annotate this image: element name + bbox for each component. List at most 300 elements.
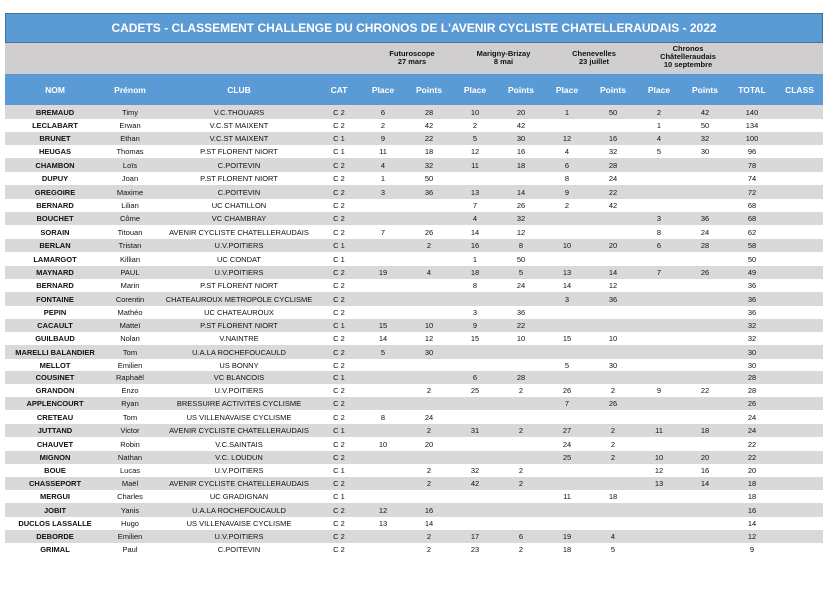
cell-nom: DUCLOS LASSALLE <box>18 519 92 528</box>
cell-total: 32 <box>747 321 757 330</box>
cell-place-2: 31 <box>470 426 480 435</box>
cell-cat: C 2 <box>333 294 345 304</box>
cell-nom: MAYNARD <box>36 268 74 277</box>
cell-place-1: 7 <box>380 227 386 237</box>
table-row <box>5 279 823 292</box>
cell-place-4 <box>636 279 682 292</box>
cell-total: 50 <box>747 254 757 264</box>
cell-points-4 <box>682 345 728 359</box>
cell-points-3: 30 <box>608 360 618 370</box>
cell-points-1 <box>406 279 452 292</box>
cell-place-4 <box>636 319 682 332</box>
table-row <box>5 397 823 410</box>
cell-points-2 <box>498 345 544 359</box>
cell-points-4: 16 <box>700 466 710 475</box>
cell-place-2 <box>452 172 498 185</box>
cell-points-2: 12 <box>516 227 526 237</box>
cell-place-1: 12 <box>378 505 388 515</box>
cell-points-1 <box>406 252 452 266</box>
cell-points-1: 26 <box>424 227 434 237</box>
cell-club: V.NAINTRE <box>219 334 259 343</box>
event-3 <box>550 50 638 66</box>
cell-points-3: 2 <box>610 386 616 395</box>
cell-class <box>776 477 823 490</box>
cell-points-4 <box>682 530 728 543</box>
cell-cat: C 2 <box>333 347 345 357</box>
cell-cat: C 2 <box>333 160 345 170</box>
cell-nom: BERLAN <box>39 241 71 250</box>
cell-points-2: 22 <box>516 321 526 330</box>
cell-club: VC BLANCOIS <box>213 373 265 382</box>
cell-cat: C 1 <box>333 373 345 382</box>
cell-points-1: 2 <box>426 426 432 435</box>
cell-points-2: 10 <box>516 334 526 343</box>
cell-class <box>776 397 823 410</box>
cell-points-2 <box>498 359 544 371</box>
cell-club: U.V.POITIERS <box>214 386 264 395</box>
cell-place-3: 11 <box>563 492 571 501</box>
cell-total: 49 <box>747 268 757 277</box>
cell-class <box>776 345 823 359</box>
event-2 <box>457 50 550 66</box>
cell-place-4 <box>636 517 682 530</box>
cell-class <box>776 451 823 464</box>
cell-points-2: 2 <box>518 545 524 554</box>
table-row <box>5 464 823 477</box>
cell-prenom: Marin <box>120 281 140 290</box>
cell-class <box>776 132 823 145</box>
cell-club: P.ST FLORENT NIORT <box>200 281 278 290</box>
cell-points-1: 50 <box>424 174 434 183</box>
cell-points-1: 10 <box>424 321 434 330</box>
cell-total: 28 <box>747 386 757 395</box>
cell-club: AVENIR CYCLISTE CHATELLERAUDAIS <box>169 227 309 237</box>
cell-class <box>776 185 823 199</box>
cell-club: VC CHAMBRAY <box>211 214 267 223</box>
cell-place-2: 18 <box>470 268 480 277</box>
table-row <box>5 410 823 424</box>
cell-club: AVENIR CYCLISTE CHATELLERAUDAIS <box>169 426 309 435</box>
cell-place-3: 6 <box>564 160 570 170</box>
cell-points-1 <box>406 451 452 464</box>
cell-nom: BOUE <box>44 466 66 475</box>
cell-class <box>776 371 823 384</box>
table-row <box>5 359 823 371</box>
cell-points-4 <box>682 185 728 199</box>
cell-place-4: 4 <box>656 134 662 143</box>
cell-cat: C 1 <box>333 134 345 143</box>
table-row <box>5 199 823 212</box>
cell-points-1: 20 <box>424 439 434 449</box>
table-row <box>5 517 823 530</box>
cell-total: 74 <box>747 174 757 183</box>
cell-place-1: 19 <box>378 268 388 277</box>
cell-total: 28 <box>747 373 757 382</box>
cell-place-3: 8 <box>564 174 570 183</box>
cell-place-2: 9 <box>472 321 478 330</box>
cell-place-1: 15 <box>378 321 388 330</box>
cell-club: P.ST FLORENT NIORT <box>200 147 278 156</box>
cell-points-3 <box>590 464 636 477</box>
cell-nom: GUILBAUD <box>35 334 75 343</box>
cell-place-4 <box>636 292 682 306</box>
cell-nom: FONTAINE <box>36 294 74 304</box>
cell-place-1 <box>360 252 406 266</box>
cell-points-2: 2 <box>518 426 524 435</box>
cell-points-4 <box>682 503 728 517</box>
event-1 <box>367 50 457 66</box>
col-points-4: Points <box>692 84 718 95</box>
cell-place-3: 14 <box>562 281 572 290</box>
cell-place-1 <box>360 292 406 306</box>
cell-prenom: Hugo <box>121 519 139 528</box>
cell-prenom: Corentin <box>115 294 145 304</box>
cell-points-1: 2 <box>426 545 432 554</box>
table-row <box>5 543 823 556</box>
cell-nom: GREGOIRE <box>34 187 76 197</box>
table-row <box>5 490 823 503</box>
cell-points-2: 2 <box>518 479 524 488</box>
cell-place-2: 10 <box>470 107 480 117</box>
cell-points-2: 26 <box>516 201 526 210</box>
cell-points-3: 16 <box>608 134 618 143</box>
cell-nom: LAMARGOT <box>33 254 77 264</box>
cell-prenom: PAUL <box>120 268 140 277</box>
cell-points-1: 28 <box>424 107 434 117</box>
cell-cat: C 1 <box>333 466 345 475</box>
cell-points-4 <box>682 306 728 319</box>
cell-points-1 <box>406 490 452 503</box>
cell-prenom: Nathan <box>117 453 143 462</box>
cell-place-1: 6 <box>380 107 386 117</box>
cell-nom: CRETEAU <box>36 412 74 422</box>
cell-place-1 <box>360 306 406 319</box>
cell-points-2 <box>498 490 544 503</box>
cell-place-4 <box>636 530 682 543</box>
cell-place-1 <box>360 543 406 556</box>
cell-points-1: 14 <box>424 519 434 528</box>
cell-cat: C 2 <box>333 399 345 408</box>
cell-place-2: 12 <box>470 147 480 156</box>
cell-place-1 <box>360 530 406 543</box>
cell-class <box>776 199 823 212</box>
cell-prenom: Lucas <box>119 466 140 475</box>
table-row <box>5 332 823 345</box>
cell-points-4 <box>682 410 728 424</box>
cell-points-2 <box>498 410 544 424</box>
cell-points-3: 2 <box>610 439 616 449</box>
cell-total: 30 <box>747 360 757 370</box>
cell-place-4 <box>636 252 682 266</box>
cell-place-2: 1 <box>472 254 478 264</box>
cell-total: 36 <box>747 294 757 304</box>
table-row <box>5 225 823 239</box>
cell-points-4: 20 <box>700 453 710 462</box>
cell-place-2 <box>452 437 498 451</box>
cell-total: 24 <box>747 426 757 435</box>
cell-club: U.V.POITIERS <box>214 268 264 277</box>
table-row <box>5 212 823 225</box>
cell-points-1: 4 <box>426 268 432 277</box>
cell-club: AVENIR CYCLISTE CHATELLERAUDAIS <box>169 479 309 488</box>
cell-nom: MELLOT <box>39 360 71 370</box>
cell-place-4 <box>636 410 682 424</box>
cell-nom: MARELLI BALANDIER <box>15 347 95 357</box>
cell-points-1: 18 <box>424 147 434 156</box>
cell-points-3 <box>590 477 636 490</box>
cell-points-2 <box>498 292 544 306</box>
events-header <box>5 43 823 74</box>
cell-prenom: Maël <box>121 479 139 488</box>
cell-place-1 <box>360 384 406 397</box>
cell-points-2: 2 <box>518 466 524 475</box>
cell-nom: LECLABART <box>32 121 78 130</box>
cell-place-2 <box>452 451 498 464</box>
table-row <box>5 424 823 437</box>
cell-place-3 <box>544 464 590 477</box>
cell-points-2: 14 <box>516 187 526 197</box>
cell-place-4: 8 <box>656 227 662 237</box>
cell-total: 26 <box>747 399 757 408</box>
cell-place-4 <box>636 185 682 199</box>
cell-place-3: 10 <box>562 241 572 250</box>
cell-points-1: 30 <box>424 347 434 357</box>
cell-place-3: 2 <box>564 201 570 210</box>
cell-total: 100 <box>745 134 759 143</box>
cell-place-2: 6 <box>472 373 478 382</box>
table-row <box>5 292 823 306</box>
table-row <box>5 119 823 132</box>
table-row <box>5 451 823 464</box>
col-place-2: Place <box>463 84 487 95</box>
cell-total: 16 <box>747 505 757 515</box>
cell-place-4 <box>636 490 682 503</box>
cell-points-1 <box>406 371 452 384</box>
cell-points-4 <box>682 490 728 503</box>
cell-points-3: 12 <box>608 281 618 290</box>
cell-place-2: 11 <box>471 160 479 170</box>
cell-club: UC CHATILLON <box>211 201 267 210</box>
cell-place-1: 2 <box>380 121 386 130</box>
cell-club: U.V.POITIERS <box>214 241 264 250</box>
cell-place-2: 4 <box>472 214 478 223</box>
cell-prenom: Ryan <box>121 399 139 408</box>
cell-place-3: 18 <box>562 545 572 554</box>
cell-club: V.C.THOUARS <box>213 107 265 117</box>
cell-points-2 <box>498 437 544 451</box>
cell-cat: C 2 <box>333 360 345 370</box>
cell-place-1: 8 <box>380 412 386 422</box>
cell-cat: C 1 <box>333 426 345 435</box>
cell-place-3: 3 <box>564 294 570 304</box>
cell-points-2: 16 <box>516 147 526 156</box>
cell-class <box>776 503 823 517</box>
cell-prenom: Mathéo <box>117 308 143 317</box>
cell-place-4: 7 <box>656 268 662 277</box>
cell-points-4 <box>682 332 728 345</box>
cell-prenom: Raphaël <box>116 373 144 382</box>
cell-prenom: Tom <box>122 412 138 422</box>
cell-club: V.C.ST MAIXENT <box>209 134 269 143</box>
table-row <box>5 266 823 279</box>
cell-place-4 <box>636 345 682 359</box>
cell-place-3 <box>544 212 590 225</box>
event-name: Futuroscope <box>389 49 435 58</box>
table-row <box>5 158 823 172</box>
cell-nom: HEUGAS <box>38 147 72 156</box>
cell-nom: GRIMAL <box>40 545 70 554</box>
cell-class <box>776 292 823 306</box>
cell-place-4: 13 <box>654 479 664 488</box>
cell-total: 30 <box>747 347 757 357</box>
cell-place-1: 11 <box>379 147 387 156</box>
cell-place-3 <box>544 517 590 530</box>
cell-prenom: Victor <box>120 426 140 435</box>
event-date: 8 mai <box>493 57 514 66</box>
cell-points-4: 22 <box>700 386 710 395</box>
cell-total: 134 <box>745 121 759 130</box>
cell-cat: C 1 <box>333 147 345 156</box>
cell-points-3 <box>590 225 636 239</box>
cell-points-4: 26 <box>700 268 710 277</box>
cell-place-1: 5 <box>380 347 386 357</box>
cell-points-4 <box>682 359 728 371</box>
cell-total: 140 <box>745 107 759 117</box>
cell-place-3 <box>544 477 590 490</box>
cell-place-3 <box>544 306 590 319</box>
cell-points-4: 28 <box>700 241 710 250</box>
cell-place-1 <box>360 477 406 490</box>
cell-class <box>776 410 823 424</box>
cell-prenom: Yanis <box>120 505 140 515</box>
cell-points-3: 4 <box>610 532 616 541</box>
col-prenom: Prénom <box>114 84 146 95</box>
cell-place-3 <box>544 225 590 239</box>
cell-total: 72 <box>747 187 757 197</box>
table-row <box>5 345 823 359</box>
cell-class <box>776 266 823 279</box>
cell-place-3 <box>544 252 590 266</box>
event-4 <box>638 45 738 69</box>
cell-club: C.POITEVIN <box>217 545 261 554</box>
cell-points-3: 14 <box>608 268 618 277</box>
cell-place-3: 9 <box>564 187 570 197</box>
cell-cat: C 2 <box>333 386 345 395</box>
cell-nom: CACAULT <box>37 321 73 330</box>
cell-place-4 <box>636 437 682 451</box>
cell-cat: C 2 <box>333 532 345 541</box>
cell-place-4: 1 <box>656 121 662 130</box>
cell-points-4 <box>682 199 728 212</box>
cell-place-1: 13 <box>378 519 388 528</box>
cell-points-4: 32 <box>700 134 710 143</box>
cell-points-3: 22 <box>608 187 618 197</box>
cell-nom: PEPIN <box>43 308 67 317</box>
cell-points-1: 2 <box>426 241 432 250</box>
cell-place-3: 4 <box>564 147 570 156</box>
page-title: CADETS - CLASSEMENT CHALLENGE DU CHRONOS DE L'AVENIR CYCLISTE CHATELLERAUDAIS - 2022 <box>5 13 823 43</box>
cell-total: 18 <box>747 479 757 488</box>
cell-class <box>776 105 823 119</box>
cell-class <box>776 319 823 332</box>
table-row <box>5 105 823 119</box>
cell-points-3 <box>590 503 636 517</box>
cell-points-4 <box>682 371 728 384</box>
cell-cat: C 2 <box>333 268 345 277</box>
cell-place-4: 3 <box>656 214 662 223</box>
cell-place-1: 14 <box>378 334 388 343</box>
cell-club: BRESSUIRE ACTIVITES CYCLISME <box>176 399 302 408</box>
cell-points-3: 42 <box>608 201 618 210</box>
cell-place-3: 5 <box>564 360 570 370</box>
cell-place-2: 2 <box>472 121 478 130</box>
event-date: 27 mars <box>397 57 427 66</box>
cell-points-2 <box>498 172 544 185</box>
cell-class <box>776 464 823 477</box>
cell-place-2: 5 <box>472 134 478 143</box>
cell-cat: C 2 <box>333 214 345 223</box>
cell-class <box>776 490 823 503</box>
cell-nom: MIGNON <box>39 453 71 462</box>
cell-cat: C 2 <box>333 545 345 554</box>
col-total: TOTAL <box>738 84 766 95</box>
cell-class <box>776 158 823 172</box>
table-row <box>5 319 823 332</box>
cell-cat: C 2 <box>333 201 345 210</box>
cell-points-1 <box>406 306 452 319</box>
cell-total: 58 <box>747 241 757 250</box>
cell-place-4 <box>636 371 682 384</box>
cell-nom: DUPUY <box>41 174 69 183</box>
cell-points-4 <box>682 397 728 410</box>
col-nom: NOM <box>45 84 65 95</box>
cell-class <box>776 424 823 437</box>
table-row <box>5 530 823 543</box>
cell-points-4: 50 <box>700 121 710 130</box>
cell-place-2: 13 <box>470 187 480 197</box>
cell-place-2: 3 <box>472 308 478 317</box>
cell-points-3: 20 <box>608 241 618 250</box>
cell-points-1: 16 <box>424 505 434 515</box>
table-row <box>5 503 823 517</box>
cell-prenom: Tom <box>122 347 138 357</box>
cell-total: 9 <box>749 545 755 554</box>
cell-points-1: 42 <box>424 121 434 130</box>
cell-class <box>776 437 823 451</box>
cell-points-4: 24 <box>700 227 710 237</box>
cell-place-4 <box>636 199 682 212</box>
event-name: Chronos Châtelleraudais <box>660 44 716 61</box>
cell-place-2 <box>452 397 498 410</box>
cell-points-3 <box>590 345 636 359</box>
cell-club: C.POITEVIN <box>217 160 261 170</box>
cell-points-4 <box>682 319 728 332</box>
cell-points-3 <box>590 319 636 332</box>
cell-club: V.C. LOUDUN <box>215 453 263 462</box>
cell-place-1: 9 <box>380 134 386 143</box>
cell-class <box>776 530 823 543</box>
cell-place-4 <box>636 397 682 410</box>
cell-place-1 <box>360 424 406 437</box>
table-row <box>5 239 823 252</box>
cell-prenom: Ethan <box>120 134 140 143</box>
cell-place-2: 23 <box>470 545 480 554</box>
cell-points-1: 24 <box>424 412 434 422</box>
cell-class <box>776 212 823 225</box>
cell-points-4 <box>682 517 728 530</box>
cell-points-3: 32 <box>608 147 618 156</box>
cell-prenom: Titouan <box>117 227 143 237</box>
